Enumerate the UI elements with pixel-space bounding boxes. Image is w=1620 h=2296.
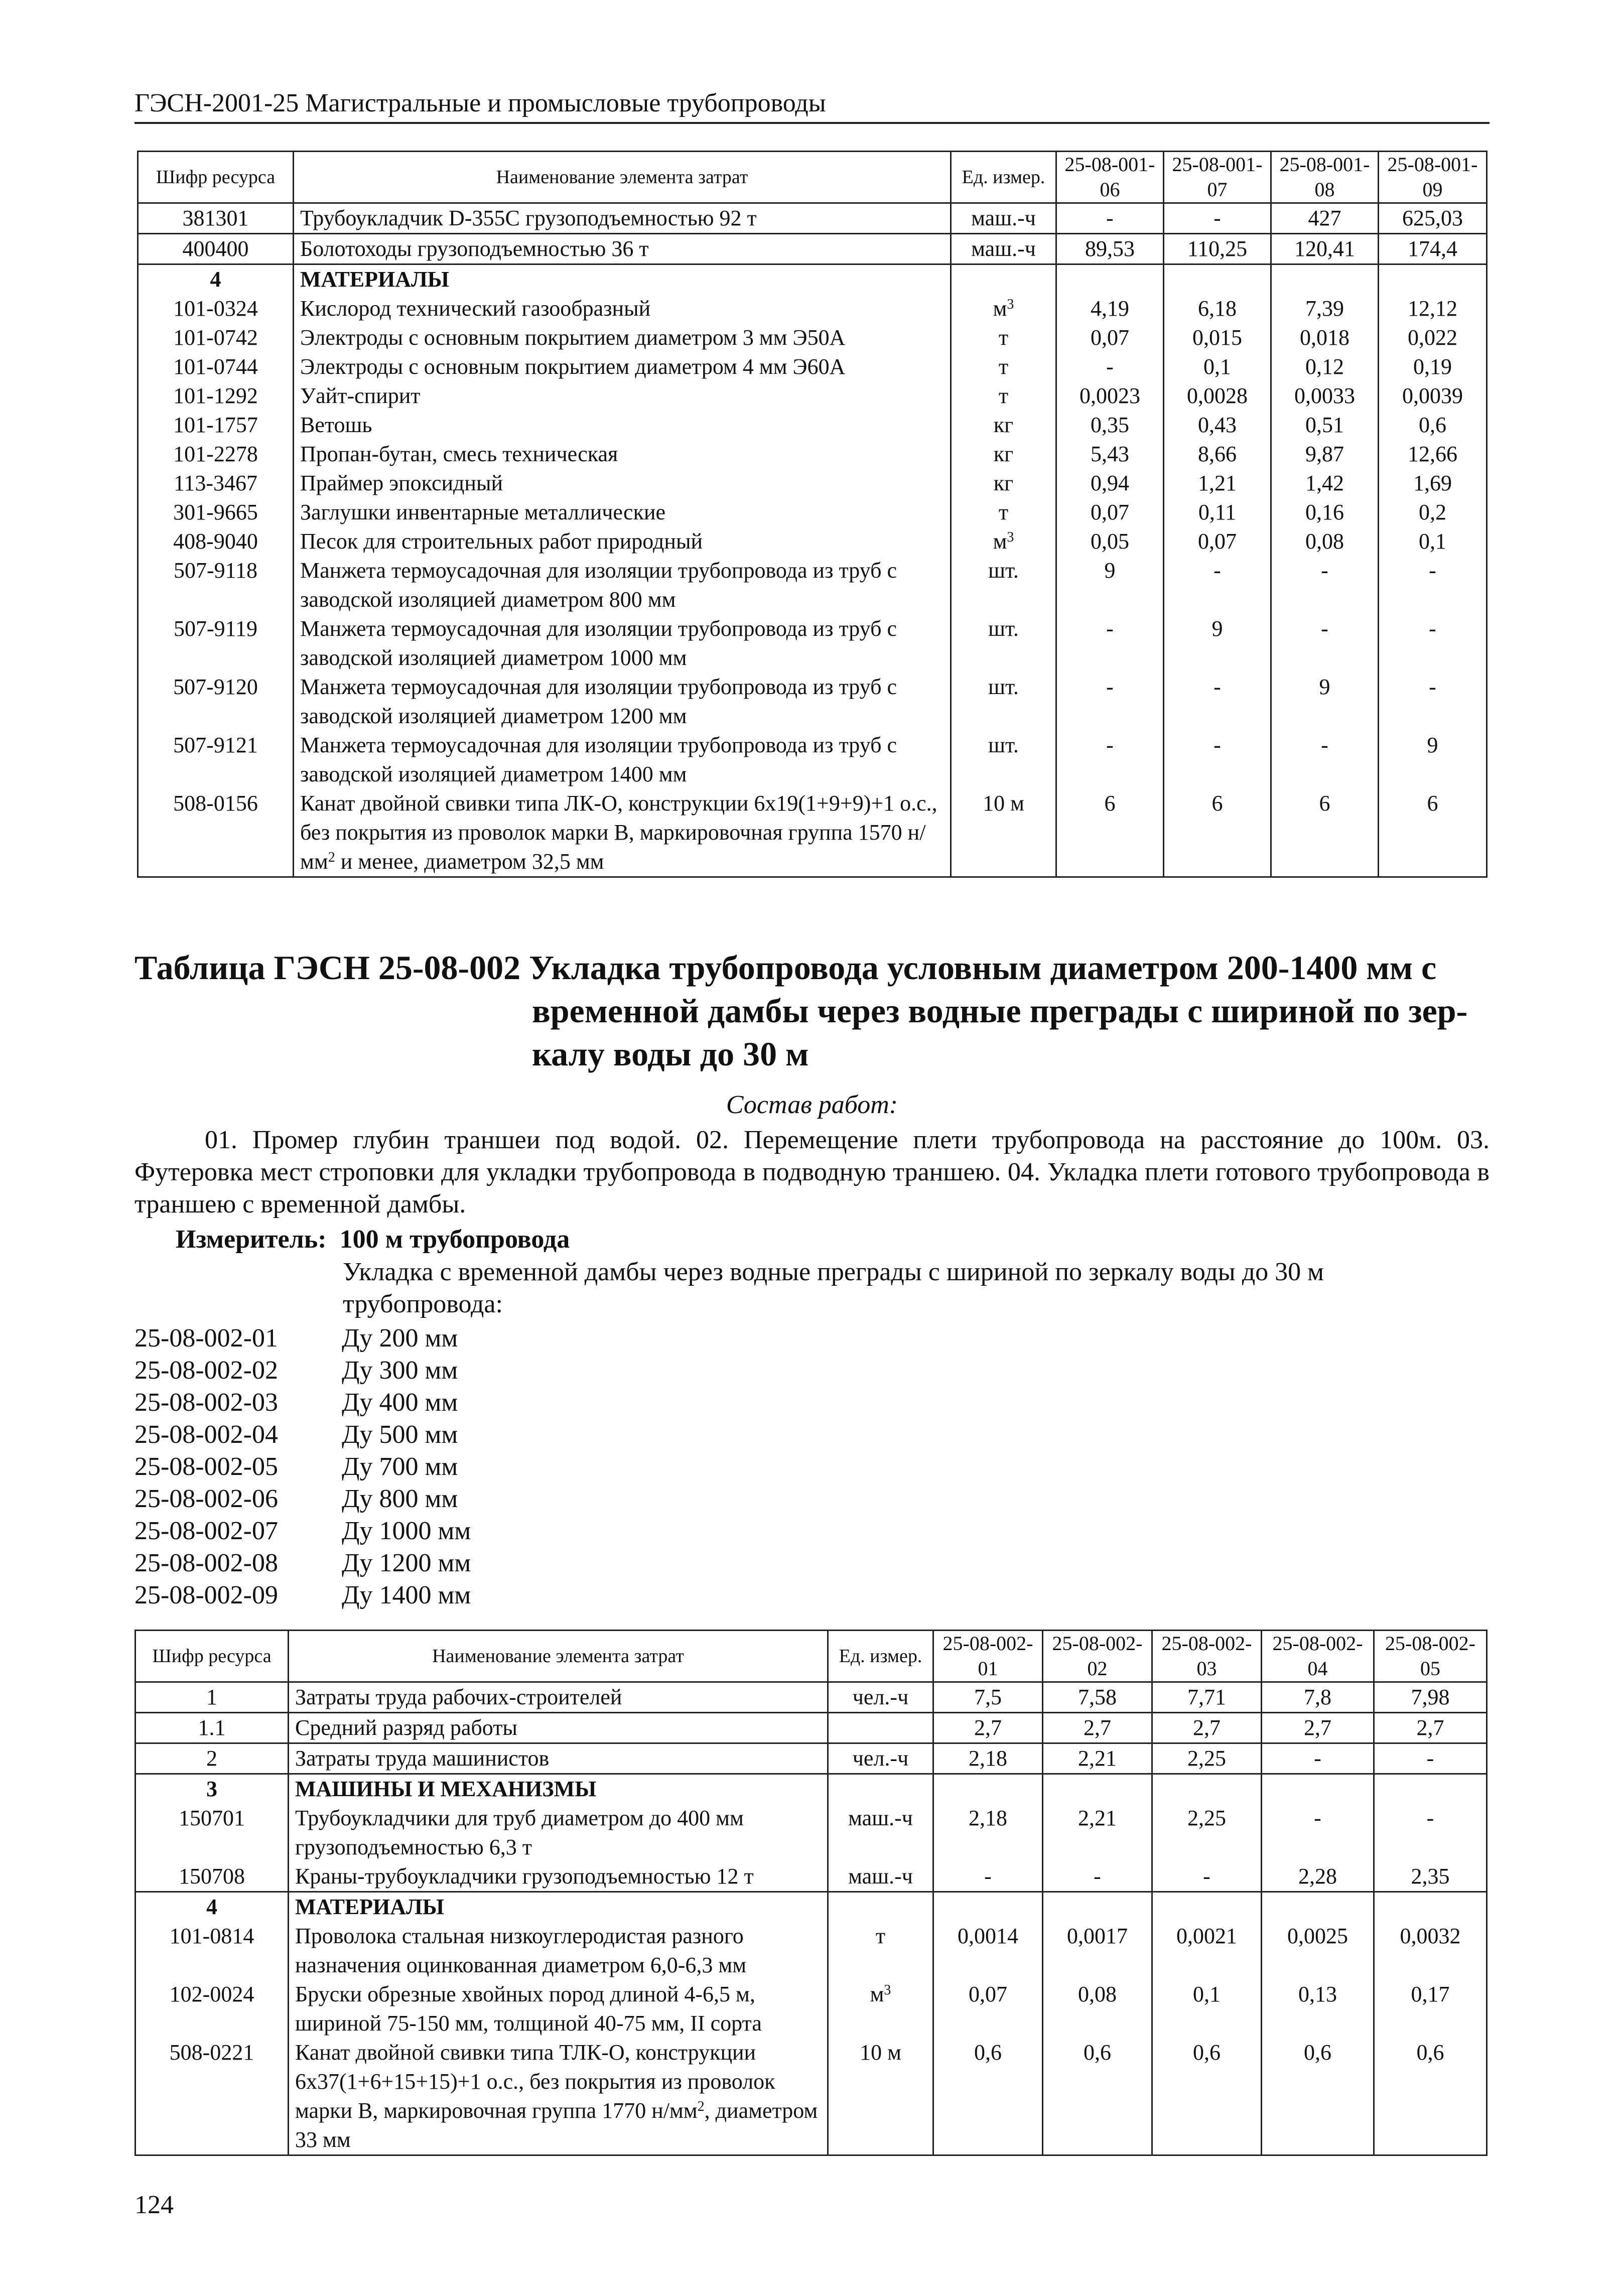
norm-value: 2,18 bbox=[933, 1804, 1043, 1862]
resource-name: Электроды с основным покрытием диаметром 4 мм Э60А bbox=[294, 352, 951, 381]
norm-value: 2,7 bbox=[1043, 1713, 1152, 1743]
table-row bbox=[138, 614, 1487, 672]
measure-label: Измеритель: bbox=[176, 1225, 327, 1254]
norm-value: - bbox=[1056, 352, 1164, 381]
col-head-norm: 25-08-002-02 bbox=[1043, 1631, 1152, 1682]
norm-value: 0,0023 bbox=[1056, 381, 1164, 411]
norm-value: - bbox=[1374, 1743, 1487, 1774]
norm-value: 9,87 bbox=[1271, 440, 1379, 469]
norm-value: - bbox=[1271, 731, 1379, 789]
resource-name: Проволока стальная низкоуглеродистая разного назначения оцинкованная диаметром 6,0-6,3 мм bbox=[289, 1922, 828, 1980]
norm-value: 0,05 bbox=[1056, 527, 1164, 556]
norm-value: 0,018 bbox=[1271, 323, 1379, 352]
resource-unit: шт. bbox=[951, 614, 1056, 672]
norm-value: - bbox=[1379, 556, 1487, 614]
norm-value: 0,1 bbox=[1379, 527, 1487, 556]
norm-value: 2,21 bbox=[1043, 1743, 1152, 1774]
norm-value: 7,39 bbox=[1271, 294, 1379, 323]
resource-name: Болотоходы грузоподъемностью 36 т bbox=[294, 234, 951, 264]
norm-value: - bbox=[1262, 1743, 1374, 1774]
table-row bbox=[136, 1980, 1487, 2038]
resource-code: 507-9118 bbox=[138, 556, 294, 614]
resource-name: Трубоукладчики для труб диаметром до 400 мм грузоподъемностью 6,3 т bbox=[289, 1804, 828, 1862]
resource-name: Трубоукладчик D-355C грузоподъемностью 92 т bbox=[294, 203, 951, 234]
resource-name: Уайт-спирит bbox=[294, 381, 951, 411]
norm-code: 25-08-002-08 bbox=[134, 1549, 278, 1577]
norm-value: 7,8 bbox=[1262, 1682, 1374, 1713]
norm-value: - bbox=[1379, 672, 1487, 731]
norm-value: 0,07 bbox=[1056, 323, 1164, 352]
list-item bbox=[134, 1451, 471, 1483]
table-row bbox=[138, 527, 1487, 556]
resource-unit: шт. bbox=[951, 556, 1056, 614]
list-item bbox=[134, 1483, 471, 1515]
resource-name: Пропан-бутан, смесь техническая bbox=[294, 440, 951, 469]
norm-value: - bbox=[1164, 672, 1271, 731]
composition-text: 01. Промер глубин траншеи под водой. 02. Перемещение плети трубопровода на расстояние до 100м. 03. Футеровка мест строповки для укладки трубопровода в подводную траншею. 04. Укладка плети готового трубопровода в траншею с временной дамбы. bbox=[134, 1126, 1490, 1219]
col-head-name: Наименование элемента затрат bbox=[294, 152, 951, 203]
norm-value: - bbox=[1056, 672, 1164, 731]
norm-value: 2,7 bbox=[1374, 1713, 1487, 1743]
table-header-row bbox=[136, 1631, 1487, 1682]
norm-diameter: Ду 1400 мм bbox=[342, 1581, 471, 1609]
resource-code: 101-0814 bbox=[136, 1922, 289, 1980]
norm-value: 6,18 bbox=[1164, 294, 1271, 323]
section-name: МАТЕРИАЛЫ bbox=[289, 1892, 828, 1922]
norm-value: 0,015 bbox=[1164, 323, 1271, 352]
table-row bbox=[136, 1682, 1487, 1713]
norm-value: 0,12 bbox=[1271, 352, 1379, 381]
resource-unit: 10 м bbox=[951, 789, 1056, 877]
resource-unit: кг bbox=[951, 411, 1056, 440]
norm-value: 0,11 bbox=[1164, 498, 1271, 527]
resource-table-002 bbox=[134, 1630, 1488, 2156]
table-row bbox=[138, 294, 1487, 323]
col-head-norm: 25-08-001-06 bbox=[1056, 152, 1164, 203]
resource-name: Манжета термоусадочная для изоляции трубопровода из труб с заводской изоляцией диаметром 800 мм bbox=[294, 556, 951, 614]
resource-unit: т bbox=[951, 323, 1056, 352]
resource-unit: чел.-ч bbox=[828, 1743, 933, 1774]
norm-value: 2,21 bbox=[1043, 1804, 1152, 1862]
norm-value: 0,2 bbox=[1379, 498, 1487, 527]
table-row bbox=[136, 1862, 1487, 1892]
norm-value: 120,41 bbox=[1271, 234, 1379, 264]
norm-code: 25-08-002-01 bbox=[134, 1324, 278, 1353]
norm-value: 1,42 bbox=[1271, 469, 1379, 498]
norm-diameter: Ду 200 мм bbox=[342, 1324, 458, 1353]
resource-code: 408-9040 bbox=[138, 527, 294, 556]
resource-code: 508-0156 bbox=[138, 789, 294, 877]
col-head-name: Наименование элемента затрат bbox=[289, 1631, 828, 1682]
resource-unit: кг bbox=[951, 469, 1056, 498]
norm-value: 0,6 bbox=[933, 2038, 1043, 2155]
norm-value: 2,7 bbox=[1262, 1713, 1374, 1743]
resource-unit: чел.-ч bbox=[828, 1682, 933, 1713]
norm-value: 9 bbox=[1056, 556, 1164, 614]
resource-unit: т bbox=[828, 1922, 933, 1980]
norm-value: - bbox=[1262, 1804, 1374, 1862]
norm-value: 0,0025 bbox=[1262, 1922, 1374, 1980]
measure-description: Укладка с временной дамбы через водные преграды с шириной по зеркалу воды до 30 м трубопровода: bbox=[343, 1258, 1324, 1318]
resource-code: 150701 bbox=[136, 1804, 289, 1862]
norm-value: 2,35 bbox=[1374, 1862, 1487, 1892]
page-number: 124 bbox=[134, 2191, 174, 2219]
norm-value: 2,28 bbox=[1262, 1862, 1374, 1892]
norm-diameter: Ду 300 мм bbox=[342, 1356, 458, 1385]
norm-value: 0,6 bbox=[1379, 411, 1487, 440]
section-title-line: калу воды до 30 м bbox=[532, 1035, 809, 1073]
col-head-norm: 25-08-002-03 bbox=[1152, 1631, 1262, 1682]
resource-code: 2 bbox=[136, 1743, 289, 1774]
resource-name: Краны-трубоукладчики грузоподъемностью 12 т bbox=[289, 1862, 828, 1892]
resource-code: 1.1 bbox=[136, 1713, 289, 1743]
norm-value: 0,0014 bbox=[933, 1922, 1043, 1980]
norm-value: 7,98 bbox=[1374, 1682, 1487, 1713]
list-item bbox=[134, 1387, 471, 1419]
section-row bbox=[136, 1774, 1487, 1804]
resource-unit: шт. bbox=[951, 672, 1056, 731]
norm-value: 0,0033 bbox=[1271, 381, 1379, 411]
norm-value: 0,0017 bbox=[1043, 1922, 1152, 1980]
resource-name: Песок для строительных работ природный bbox=[294, 527, 951, 556]
col-head-norm: 25-08-002-04 bbox=[1262, 1631, 1374, 1682]
resource-name: Манжета термоусадочная для изоляции трубопровода из труб с заводской изоляцией диаметром 1200 мм bbox=[294, 672, 951, 731]
list-item bbox=[134, 1355, 471, 1387]
norm-value: 0,43 bbox=[1164, 411, 1271, 440]
norm-value: 0,6 bbox=[1374, 2038, 1487, 2155]
norm-value: 0,0021 bbox=[1152, 1922, 1262, 1980]
norm-value: 6 bbox=[1164, 789, 1271, 877]
norm-diameter: Ду 500 мм bbox=[342, 1420, 458, 1449]
resource-name: Затраты труда машинистов bbox=[289, 1743, 828, 1774]
resource-unit: маш.-ч bbox=[828, 1804, 933, 1862]
norm-value: 0,94 bbox=[1056, 469, 1164, 498]
norm-value: - bbox=[933, 1862, 1043, 1892]
resource-code: 101-1757 bbox=[138, 411, 294, 440]
section-code: 3 bbox=[136, 1774, 289, 1804]
section-code: 4 bbox=[136, 1892, 289, 1922]
table-row bbox=[138, 498, 1487, 527]
norm-value: 7,58 bbox=[1043, 1682, 1152, 1713]
resource-unit: шт. bbox=[951, 731, 1056, 789]
norm-value: - bbox=[1164, 556, 1271, 614]
resource-code: 508-0221 bbox=[136, 2038, 289, 2155]
section-name: МАШИНЫ И МЕХАНИЗМЫ bbox=[289, 1774, 828, 1804]
table-row bbox=[138, 789, 1487, 877]
table-row bbox=[138, 352, 1487, 381]
list-item bbox=[134, 1547, 471, 1579]
resource-code: 101-1292 bbox=[138, 381, 294, 411]
measure-line bbox=[176, 1224, 570, 1256]
section-name: МАТЕРИАЛЫ bbox=[294, 264, 951, 295]
resource-unit: 10 м bbox=[828, 2038, 933, 2155]
table-row bbox=[136, 1922, 1487, 1980]
table-row bbox=[138, 556, 1487, 614]
section-code: 4 bbox=[138, 264, 294, 295]
resource-name: Электроды с основным покрытием диаметром 3 мм Э50А bbox=[294, 323, 951, 352]
table-row bbox=[138, 234, 1487, 264]
norm-code: 25-08-002-03 bbox=[134, 1388, 278, 1417]
resource-code: 113-3467 bbox=[138, 469, 294, 498]
norm-value: 0,0032 bbox=[1374, 1922, 1487, 1980]
table-row bbox=[138, 381, 1487, 411]
norm-value: 1,21 bbox=[1164, 469, 1271, 498]
norm-value: 9 bbox=[1164, 614, 1271, 672]
norm-value: 5,43 bbox=[1056, 440, 1164, 469]
resource-code: 102-0024 bbox=[136, 1980, 289, 2038]
table-header-row bbox=[138, 152, 1487, 203]
resource-code: 400400 bbox=[138, 234, 294, 264]
norm-value: 6 bbox=[1379, 789, 1487, 877]
norm-value: 625,03 bbox=[1379, 203, 1487, 234]
resource-name: Канат двойной свивки типа ЛК-О, конструкции 6х19(1+9+9)+1 о.с., без покрытия из проволок марки В, маркировочная группа 1570 $н/мм^2$ и менее, диаметром 32,5 мм bbox=[294, 789, 951, 877]
resource-code: 150708 bbox=[136, 1862, 289, 1892]
resource-name: Ветошь bbox=[294, 411, 951, 440]
norm-value: 1,69 bbox=[1379, 469, 1487, 498]
norm-value: 2,25 bbox=[1152, 1804, 1262, 1862]
norm-value: 6 bbox=[1056, 789, 1164, 877]
norm-value: - bbox=[1379, 614, 1487, 672]
table-row bbox=[136, 1743, 1487, 1774]
norm-value: 174,4 bbox=[1379, 234, 1487, 264]
resource-name: Праймер эпоксидный bbox=[294, 469, 951, 498]
table-row bbox=[138, 203, 1487, 234]
norm-code: 25-08-002-09 bbox=[134, 1581, 278, 1609]
resource-code: 507-9120 bbox=[138, 672, 294, 731]
norm-value: 12,12 bbox=[1379, 294, 1487, 323]
norm-value: 2,18 bbox=[933, 1743, 1043, 1774]
resource-name: Заглушки инвентарные металлические bbox=[294, 498, 951, 527]
norm-diameter: Ду 700 мм bbox=[342, 1452, 458, 1481]
resource-code: 301-9665 bbox=[138, 498, 294, 527]
list-item bbox=[134, 1579, 471, 1611]
resource-unit: т bbox=[951, 352, 1056, 381]
resource-unit: т bbox=[951, 498, 1056, 527]
norm-diameter: Ду 1200 мм bbox=[342, 1549, 471, 1577]
norm-value: - bbox=[1043, 1862, 1152, 1892]
norm-value: 0,022 bbox=[1379, 323, 1487, 352]
norm-value: 0,0039 bbox=[1379, 381, 1487, 411]
norm-diameter: Ду 400 мм bbox=[342, 1388, 458, 1417]
norm-value: 2,7 bbox=[1152, 1713, 1262, 1743]
norm-value: 427 bbox=[1271, 203, 1379, 234]
norm-value: - bbox=[1164, 203, 1271, 234]
col-head-norm: 25-08-001-08 bbox=[1271, 152, 1379, 203]
norm-value: 7,5 bbox=[933, 1682, 1043, 1713]
norm-value: 89,53 bbox=[1056, 234, 1164, 264]
norm-code: 25-08-002-06 bbox=[134, 1484, 278, 1513]
col-head-norm: 25-08-002-01 bbox=[933, 1631, 1043, 1682]
norm-code: 25-08-002-04 bbox=[134, 1420, 278, 1449]
resource-unit: маш.-ч bbox=[828, 1862, 933, 1892]
resource-code: 101-2278 bbox=[138, 440, 294, 469]
resource-code: 1 bbox=[136, 1682, 289, 1713]
norm-value: 0,51 bbox=[1271, 411, 1379, 440]
resource-code: 381301 bbox=[138, 203, 294, 234]
resource-name: Манжета термоусадочная для изоляции трубопровода из труб с заводской изоляцией диаметром 1400 мм bbox=[294, 731, 951, 789]
norm-value: 0,08 bbox=[1043, 1980, 1152, 2038]
col-head-code: Шифр ресурса bbox=[138, 152, 294, 203]
col-head-norm: 25-08-002-05 bbox=[1374, 1631, 1487, 1682]
norm-value: 4,19 bbox=[1056, 294, 1164, 323]
resource-table-001 bbox=[137, 151, 1488, 878]
col-head-unit: Ед. измер. bbox=[951, 152, 1056, 203]
norm-code: 25-08-002-02 bbox=[134, 1356, 278, 1385]
resource-name: Бруски обрезные хвойных пород длиной 4-6,5 м, шириной 75-150 мм, толщиной 40-75 мм, II сорта bbox=[289, 1980, 828, 2038]
resource-code: 101-0324 bbox=[138, 294, 294, 323]
resource-name: Средний разряд работы bbox=[289, 1713, 828, 1743]
table-row bbox=[136, 1804, 1487, 1862]
resource-unit: $м^3$ bbox=[828, 1980, 933, 2038]
norm-value: 0,19 bbox=[1379, 352, 1487, 381]
resource-unit: $м^3$ bbox=[951, 294, 1056, 323]
resource-code: 507-9121 bbox=[138, 731, 294, 789]
resource-unit: $м^3$ bbox=[951, 527, 1056, 556]
table-row bbox=[138, 672, 1487, 731]
norm-value: 0,16 bbox=[1271, 498, 1379, 527]
norm-value: 0,0028 bbox=[1164, 381, 1271, 411]
list-item bbox=[134, 1419, 471, 1451]
table-row bbox=[138, 469, 1487, 498]
norm-code-list bbox=[134, 1322, 471, 1611]
norm-value: 8,66 bbox=[1164, 440, 1271, 469]
norm-value: 2,25 bbox=[1152, 1743, 1262, 1774]
table-row bbox=[138, 731, 1487, 789]
list-item bbox=[134, 1515, 471, 1547]
resource-code: 507-9119 bbox=[138, 614, 294, 672]
norm-value: 2,7 bbox=[933, 1713, 1043, 1743]
norm-value: - bbox=[1271, 614, 1379, 672]
resource-code: 101-0744 bbox=[138, 352, 294, 381]
norm-value: - bbox=[1152, 1862, 1262, 1892]
norm-value: 0,6 bbox=[1043, 2038, 1152, 2155]
norm-value: 0,6 bbox=[1152, 2038, 1262, 2155]
norm-value: 9 bbox=[1379, 731, 1487, 789]
measure-value: 100 м трубопровода bbox=[339, 1225, 570, 1254]
resource-unit: т bbox=[951, 381, 1056, 411]
resource-name: Манжета термоусадочная для изоляции трубопровода из труб с заводской изоляцией диаметром 1000 мм bbox=[294, 614, 951, 672]
resource-unit: кг bbox=[951, 440, 1056, 469]
norm-diameter: Ду 800 мм bbox=[342, 1484, 458, 1513]
section-title-line: временной дамбы через водные преграды с шириной по зер- bbox=[532, 992, 1468, 1030]
resource-name: Канат двойной свивки типа ТЛК-О, конструкции 6х37(1+6+15+15)+1 о.с., без покрытия из проволок марки В, маркировочная группа 1770 $н/мм^2$, диаметром 33 мм bbox=[289, 2038, 828, 2155]
col-head-code: Шифр ресурса bbox=[136, 1631, 289, 1682]
col-head-unit: Ед. измер. bbox=[828, 1631, 933, 1682]
resource-name: Затраты труда рабочих-строителей bbox=[289, 1682, 828, 1713]
norm-value: 6 bbox=[1271, 789, 1379, 877]
norm-value: - bbox=[1164, 731, 1271, 789]
table-row bbox=[136, 1713, 1487, 1743]
table-row bbox=[136, 2038, 1487, 2155]
section-row bbox=[136, 1892, 1487, 1922]
table-row bbox=[138, 440, 1487, 469]
norm-value: 0,17 bbox=[1374, 1980, 1487, 2038]
resource-name: Кислород технический газообразный bbox=[294, 294, 951, 323]
table-row bbox=[138, 411, 1487, 440]
list-item bbox=[134, 1322, 471, 1355]
norm-value: 7,71 bbox=[1152, 1682, 1262, 1713]
norm-diameter: Ду 1000 мм bbox=[342, 1517, 471, 1545]
norm-code: 25-08-002-05 bbox=[134, 1452, 278, 1481]
resource-unit: маш.-ч bbox=[951, 234, 1056, 264]
norm-value: 0,1 bbox=[1164, 352, 1271, 381]
norm-value: 0,07 bbox=[1056, 498, 1164, 527]
norm-code: 25-08-002-07 bbox=[134, 1517, 278, 1545]
norm-value: 0,13 bbox=[1262, 1980, 1374, 2038]
resource-unit: маш.-ч bbox=[951, 203, 1056, 234]
norm-value: - bbox=[1056, 203, 1164, 234]
norm-value: 0,08 bbox=[1271, 527, 1379, 556]
col-head-norm: 25-08-001-07 bbox=[1164, 152, 1271, 203]
norm-value: - bbox=[1056, 731, 1164, 789]
resource-unit bbox=[828, 1713, 933, 1743]
norm-value: 0,1 bbox=[1152, 1980, 1262, 2038]
norm-value: 0,07 bbox=[1164, 527, 1271, 556]
table-row bbox=[138, 323, 1487, 352]
running-header: ГЭСН-2001-25 Магистральные и промысловые трубопроводы bbox=[134, 88, 1490, 124]
norm-value: 12,66 bbox=[1379, 440, 1487, 469]
norm-value: 0,6 bbox=[1262, 2038, 1374, 2155]
norm-value: - bbox=[1271, 556, 1379, 614]
norm-value: 110,25 bbox=[1164, 234, 1271, 264]
norm-value: 9 bbox=[1271, 672, 1379, 731]
norm-value: - bbox=[1374, 1804, 1487, 1862]
composition-title: Состав работ: bbox=[726, 1091, 898, 1119]
section-title bbox=[134, 946, 1490, 1075]
norm-value: 0,35 bbox=[1056, 411, 1164, 440]
section-row bbox=[138, 264, 1487, 295]
section-title-line: Таблица ГЭСН 25-08-002 Укладка трубопровода условным диаметром 200-1400 мм с bbox=[134, 949, 1437, 987]
norm-value: 0,07 bbox=[933, 1980, 1043, 2038]
norm-value: - bbox=[1056, 614, 1164, 672]
col-head-norm: 25-08-001-09 bbox=[1379, 152, 1487, 203]
resource-code: 101-0742 bbox=[138, 323, 294, 352]
